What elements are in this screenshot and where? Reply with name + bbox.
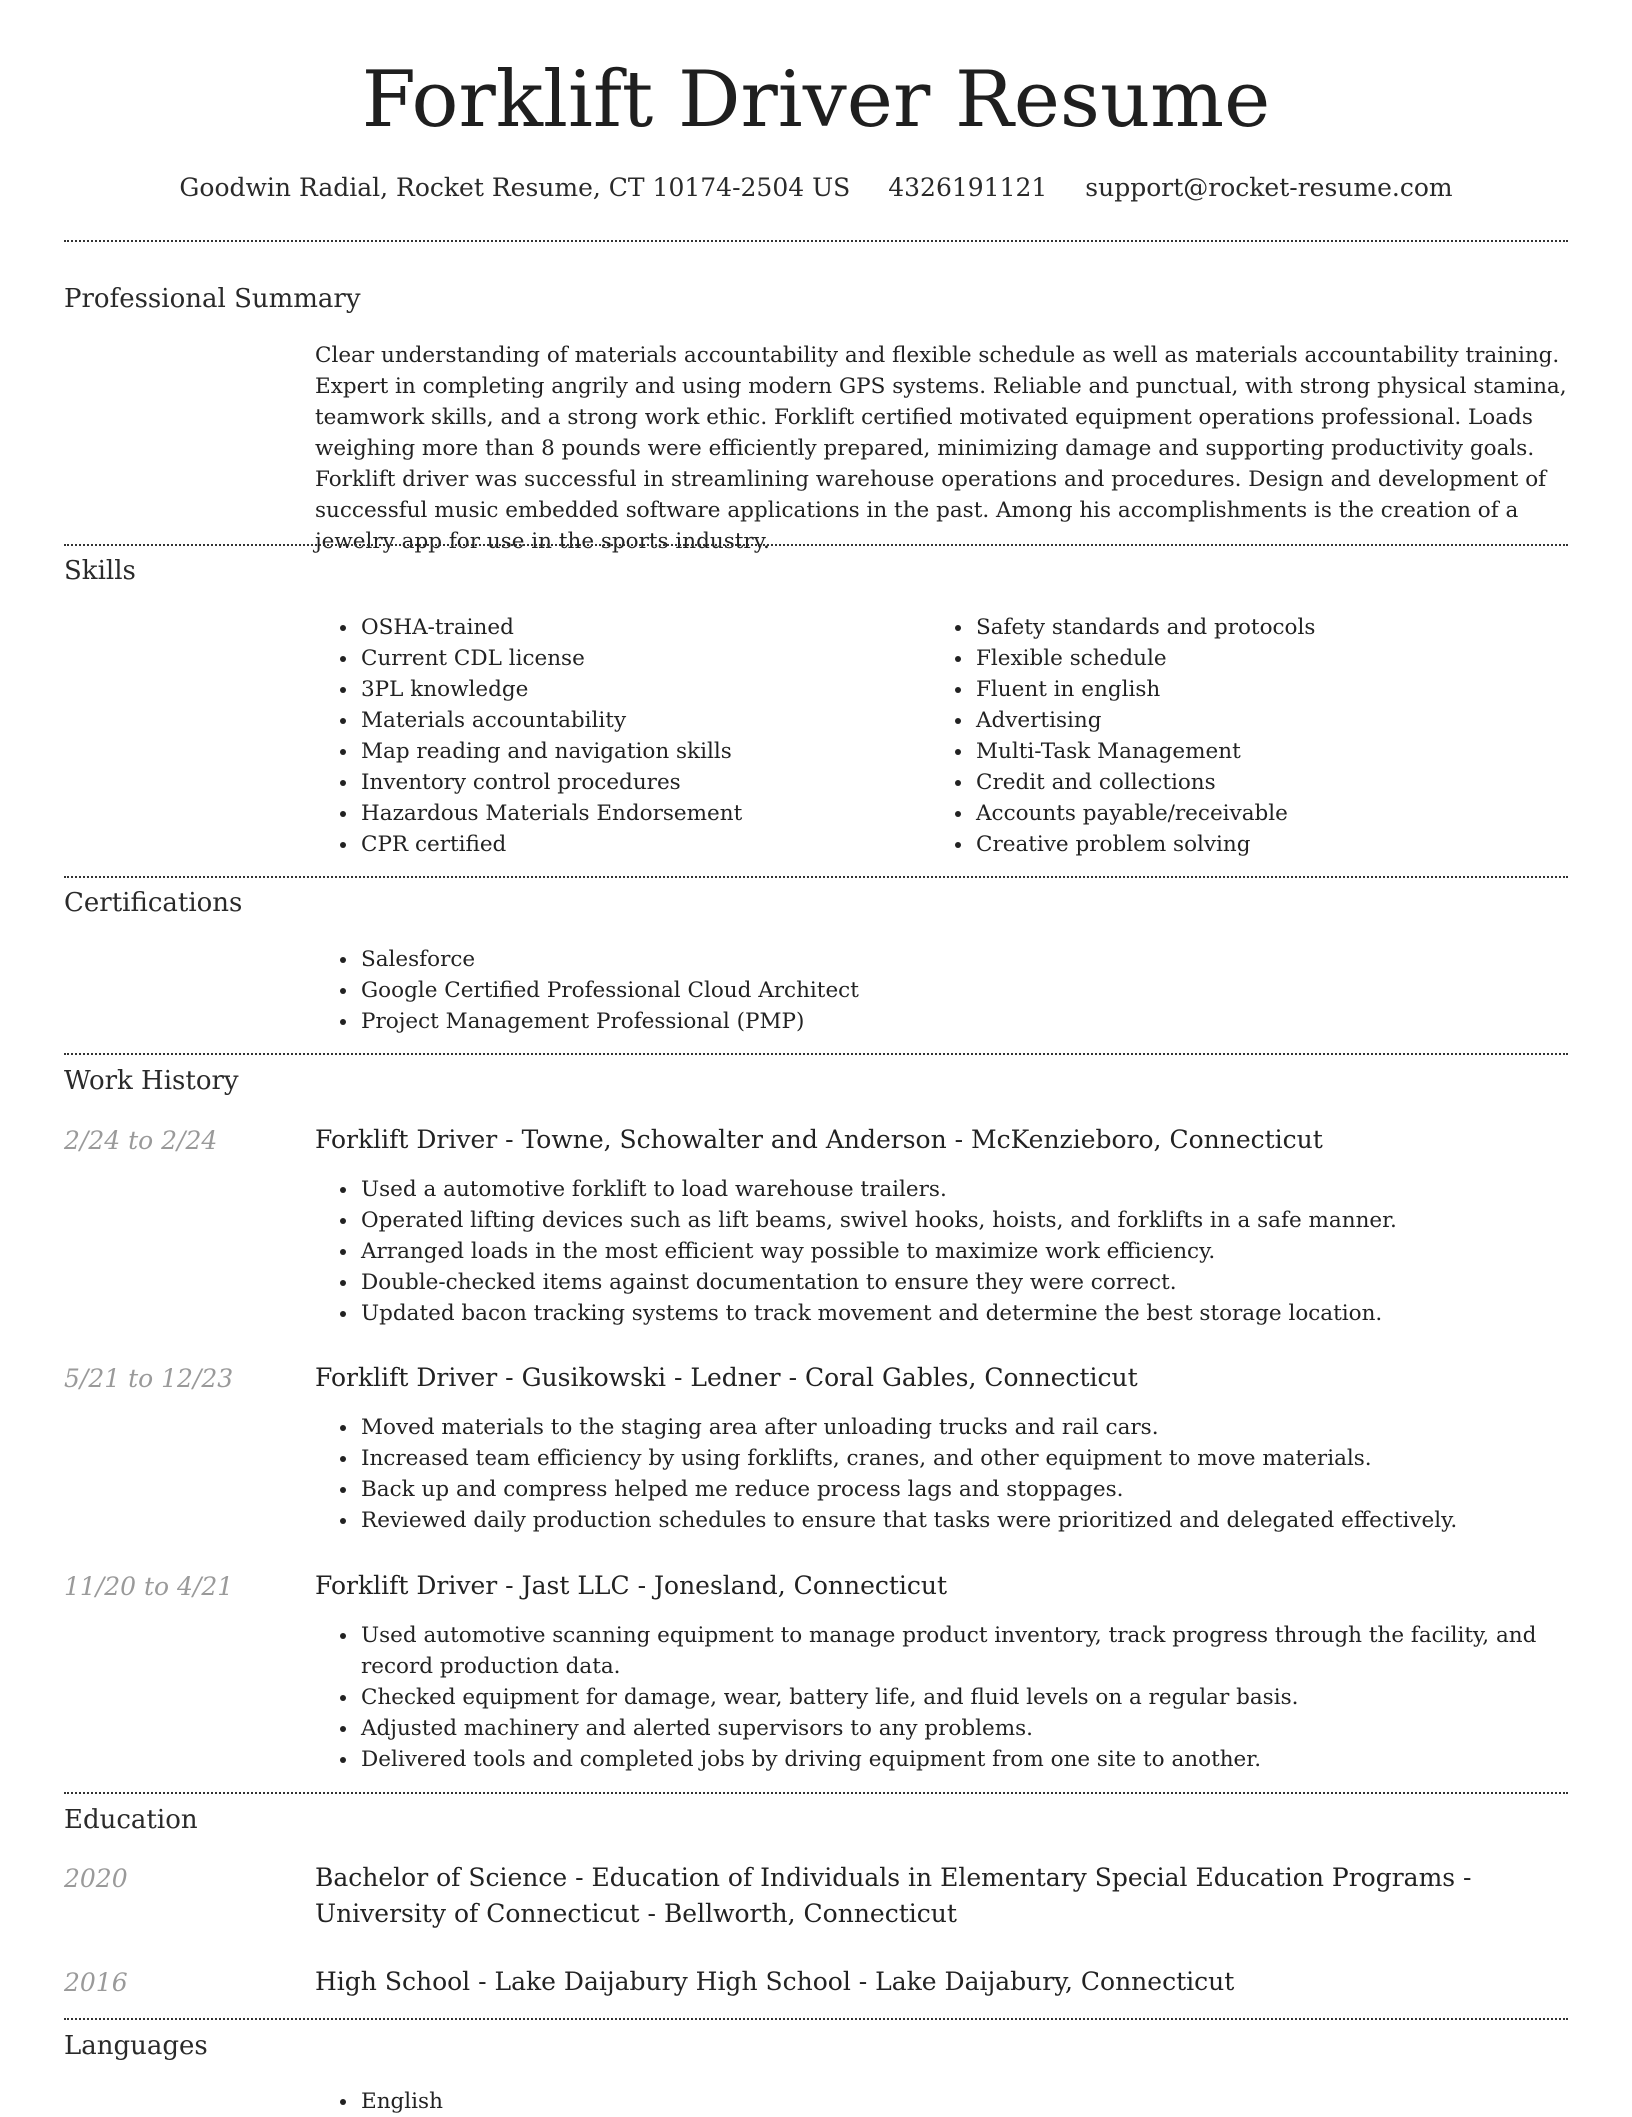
job-dates: 2/24 to 2/24 [64,1126,218,1155]
list-item: • OSHA-trained [359,612,919,643]
list-item: • Fluent in english [974,674,1574,705]
job-title: Forklift Driver - Towne, Schowalter and Anderson - McKenzieboro, Connecticut [315,1125,1323,1154]
job-bullets [315,1620,1568,1775]
list-item: • Safety standards and protocols [974,612,1574,643]
list-item: • Salesforce [359,944,1559,975]
skills-heading: Skills [64,556,136,586]
section-divider [64,2018,1568,2020]
list-item: • Double-checked items against documentation to ensure they were correct. [359,1267,1568,1298]
section-divider [64,544,1568,546]
list-item: • Google Certified Professional Cloud Architect [359,975,1559,1006]
list-item: • Project Management Professional (PMP) [359,1006,1559,1037]
list-item: • Multi-Task Management [974,736,1574,767]
contact-line [0,170,1632,206]
education-entry: High School - Lake Daijabury High School - Lake Daijabury, Connecticut [315,1967,1235,1996]
list-item: • Creative problem solving [974,829,1574,860]
list-item: • Increased team efficiency by using forklifts, cranes, and other equipment to move materials. [359,1443,1568,1474]
summary-heading: Professional Summary [64,284,361,314]
languages-list [315,2086,959,2117]
education-year: 2020 [64,1864,128,1893]
skills-list-right [930,612,1574,860]
list-item: • Advertising [974,705,1574,736]
list-item: • Reviewed daily production schedules to ensure that tasks were prioritized and delegated effectively. [359,1505,1568,1536]
list-item: • English [359,2086,959,2117]
list-item: • Checked equipment for damage, wear, battery life, and fluid levels on a regular basis. [359,1682,1568,1713]
resume-title: Forklift Driver Resume [361,55,1271,145]
list-item: • Used a automotive forklift to load warehouse trailers. [359,1174,1568,1205]
list-item: • Map reading and navigation skills [359,736,919,767]
skills-list-left [315,612,919,860]
list-item: • Hazardous Materials Endorsement [359,798,919,829]
list-item: • Back up and compress helped me reduce process lags and stoppages. [359,1474,1568,1505]
job-bullets [315,1412,1568,1536]
education-entry: Bachelor of Science - Education of Individuals in Elementary Special Education Programs - University of Connecticut - Bellworth, Connecticut [315,1863,1472,1928]
section-divider [64,876,1568,878]
job-dates: 5/21 to 12/23 [64,1364,234,1393]
list-item: • Adjusted machinery and alerted supervisors to any problems. [359,1713,1568,1744]
list-item: • Inventory control procedures [359,767,919,798]
list-item: • Flexible schedule [974,643,1574,674]
list-item: • 3PL knowledge [359,674,919,705]
section-divider [64,1792,1568,1794]
list-item: • CPR certified [359,829,919,860]
education-year: 2016 [64,1968,128,1997]
list-item: • Credit and collections [974,767,1574,798]
work-heading: Work History [64,1066,239,1096]
list-item: • Delivered tools and completed jobs by driving equipment from one site to another. [359,1744,1568,1775]
languages-heading: Languages [64,2031,208,2061]
list-item: • Moved materials to the staging area after unloading trucks and rail cars. [359,1412,1568,1443]
contact-phone: 4326191121 [888,173,1048,202]
list-item: • Accounts payable/receivable [974,798,1574,829]
job-dates: 11/20 to 4/21 [64,1572,234,1601]
summary-text: Clear understanding of materials accountability and flexible schedule as well as materials accountability training. Expert in completing angrily and using modern GPS systems. Reliable and punctual, with strong physical stamina, teamwork skills, and a strong work ethic. Forklift certified motivated equipment operations professional. Loads weighing more than 8 pounds were efficiently prepared, minimizing damage and supporting productivity goals. Forklift driver was successful in streamlining warehouse operations and procedures. Design and development of successful music embedded software applications in the past. Among his accomplishments is the creation of a jewelry app for use in the sports industry. [315,343,1567,554]
contact-email: support@rocket-resume.com [1085,173,1453,202]
contact-address: Goodwin Radial, Rocket Resume, CT 10174-2504 US [179,173,851,202]
job-title: Forklift Driver - Gusikowski - Ledner - Coral Gables, Connecticut [315,1363,1138,1392]
education-heading: Education [64,1805,198,1835]
section-divider [64,1053,1568,1055]
list-item: • Operated lifting devices such as lift beams, swivel hooks, hoists, and forklifts in a safe manner. [359,1205,1568,1236]
list-item: • Materials accountability [359,705,919,736]
job-title: Forklift Driver - Jast LLC - Jonesland, Connecticut [315,1571,948,1600]
list-item: • Updated bacon tracking systems to track movement and determine the best storage location. [359,1298,1568,1329]
certifications-list [315,944,1559,1037]
list-item: • Used automotive scanning equipment to manage product inventory, track progress through the facility, and record production data. [359,1620,1568,1682]
section-divider [64,240,1568,242]
list-item: • Arranged loads in the most efficient way possible to maximize work efficiency. [359,1236,1568,1267]
list-item: • Current CDL license [359,643,919,674]
certifications-heading: Certifications [64,888,243,918]
job-bullets [315,1174,1568,1329]
